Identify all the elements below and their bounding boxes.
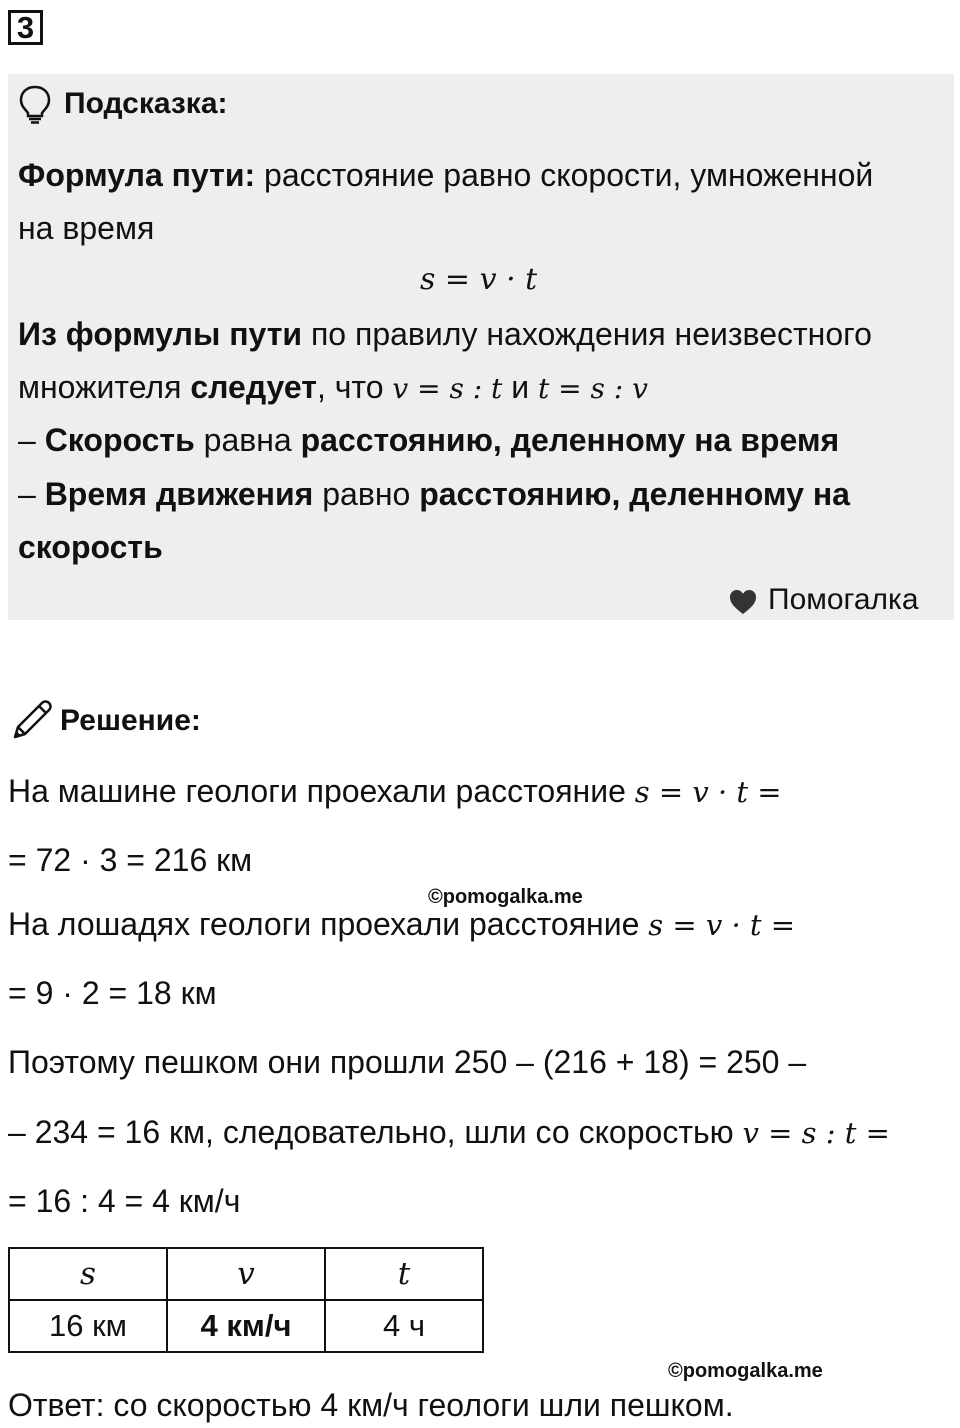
answer-line: Ответ: со скоростью 4 км/ч геологи шли пешком. bbox=[8, 1387, 734, 1423]
cell-speed: 4 км/ч bbox=[167, 1300, 325, 1352]
hint-line-3: Из формулы пути по правилу нахождения неизвестного bbox=[18, 316, 872, 352]
pencil-icon bbox=[10, 698, 54, 742]
hint-line-7: скорость bbox=[18, 529, 163, 565]
formula-speed: v = s : t bbox=[392, 372, 503, 405]
solution-line-5: Поэтому пешком они прошли 250 – (216 + 18) = 250 – bbox=[8, 1044, 807, 1080]
formula-time: t = s : v bbox=[537, 372, 648, 405]
solution-line-3: На лошадях геологи проехали расстояние s = v · t = bbox=[8, 906, 796, 942]
watermark-2: ©pomogalka.me bbox=[668, 1360, 823, 1382]
heart-icon bbox=[728, 588, 758, 616]
header-v: v bbox=[167, 1248, 325, 1300]
solution-line-2: = 72 · 3 = 216 км bbox=[8, 842, 253, 878]
solution-line-6: – 234 = 16 км, следовательно, шли со скоростью v = s : t = bbox=[8, 1114, 890, 1150]
hint-line-2: на время bbox=[18, 210, 155, 246]
lightbulb-icon bbox=[18, 84, 52, 124]
hint-line-5: – Скорость равна расстоянию, деленному на время bbox=[18, 422, 840, 458]
header-s: s bbox=[9, 1248, 167, 1300]
task-number: 3 bbox=[8, 10, 43, 45]
hint-title: Подсказка: bbox=[64, 87, 228, 120]
brand-label: Помогалка bbox=[768, 583, 919, 616]
cell-time: 4 ч bbox=[325, 1300, 483, 1352]
solution-title: Решение: bbox=[60, 704, 201, 737]
hint-line-1: Формула пути: расстояние равно скорости, умноженной bbox=[18, 157, 874, 193]
solution-line-4: = 9 · 2 = 18 км bbox=[8, 975, 217, 1011]
table-row bbox=[9, 1300, 483, 1352]
hint-line-6: – Время движения равно расстоянию, деленному на bbox=[18, 476, 850, 512]
hint-line-4: множителя следует, что v = s : t и t = s : v bbox=[18, 369, 648, 405]
header-t: t bbox=[325, 1248, 483, 1300]
solution-line-1: На машине геологи проехали расстояние s = v · t = bbox=[8, 773, 782, 809]
table-header-row bbox=[9, 1248, 483, 1300]
svt-table bbox=[8, 1247, 484, 1353]
solution-line-7: = 16 : 4 = 4 км/ч bbox=[8, 1183, 241, 1219]
cell-distance: 16 км bbox=[9, 1300, 167, 1352]
watermark-1: ©pomogalka.me bbox=[428, 886, 583, 908]
formula-path: s = v · t bbox=[420, 262, 538, 297]
